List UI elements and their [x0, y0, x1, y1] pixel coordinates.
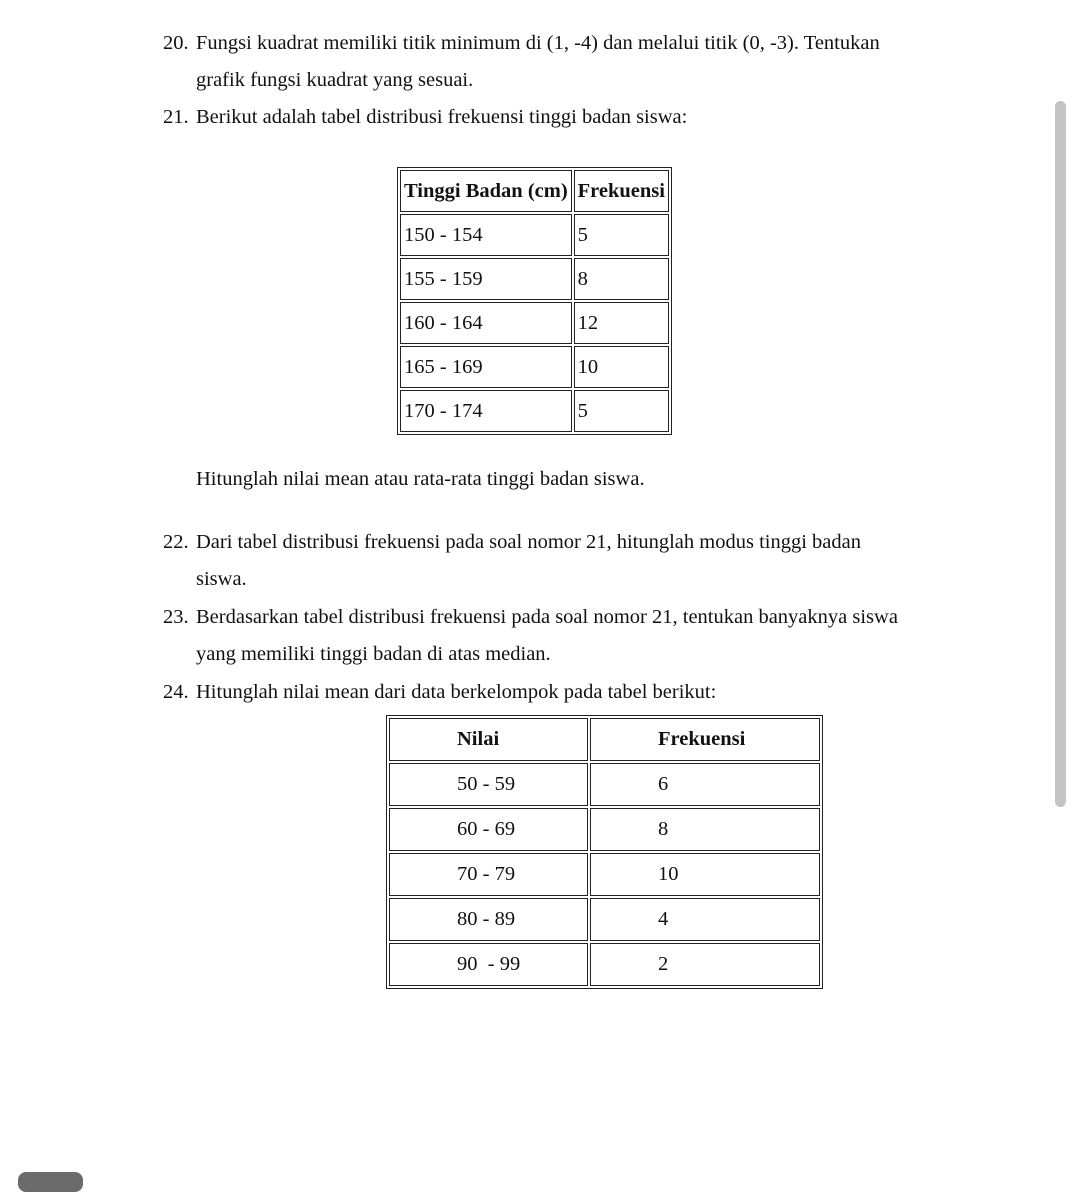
table-row: [389, 808, 820, 851]
table-row: [400, 258, 669, 300]
cell-interval: 90 - 99: [389, 943, 588, 986]
q21-instruction: Hitunglah nilai mean atau rata-rata tinggi badan siswa.: [196, 468, 645, 490]
cell-frequency: 8: [574, 258, 669, 300]
header-tinggi-badan: Tinggi Badan (cm): [400, 170, 572, 212]
q21-text-line1: Berikut adalah tabel distribusi frekuensi tinggi badan siswa:: [196, 106, 688, 128]
table-row: [400, 346, 669, 388]
q23-text-line1: Berdasarkan tabel distribusi frekuensi pada soal nomor 21, tentukan banyaknya siswa: [196, 606, 898, 628]
header-nilai: Nilai: [389, 718, 588, 761]
table-header-row: [400, 170, 669, 212]
table-row: [389, 898, 820, 941]
cell-interval: 150 - 154: [400, 214, 572, 256]
table-row: [389, 763, 820, 806]
header-frekuensi: Frekuensi: [574, 170, 669, 212]
q23-number: 23.: [163, 606, 189, 628]
cell-interval: 60 - 69: [389, 808, 588, 851]
table-row: [400, 302, 669, 344]
header-frekuensi: Frekuensi: [590, 718, 820, 761]
q20-number: 20.: [163, 32, 189, 54]
q20-text-line1: Fungsi kuadrat memiliki titik minimum di (1, -4) dan melalui titik (0, -3). Tentukan: [196, 32, 880, 54]
q22-number: 22.: [163, 531, 189, 553]
cell-interval: 170 - 174: [400, 390, 572, 432]
cell-interval: 80 - 89: [389, 898, 588, 941]
cell-frequency: 5: [574, 390, 669, 432]
table-header-row: [389, 718, 820, 761]
q24-number: 24.: [163, 681, 189, 703]
q24-text-line1: Hitunglah nilai mean dari data berkelompok pada tabel berikut:: [196, 681, 717, 703]
cell-frequency: 10: [590, 853, 820, 896]
cell-interval: 50 - 59: [389, 763, 588, 806]
cell-frequency: 12: [574, 302, 669, 344]
cell-frequency: 8: [590, 808, 820, 851]
cell-interval: 165 - 169: [400, 346, 572, 388]
q22-text-line1: Dari tabel distribusi frekuensi pada soal nomor 21, hitunglah modus tinggi badan: [196, 531, 861, 553]
q21-number: 21.: [163, 106, 189, 128]
cell-frequency: 10: [574, 346, 669, 388]
table-row: [400, 214, 669, 256]
cell-frequency: 2: [590, 943, 820, 986]
q20-text-line2: grafik fungsi kuadrat yang sesuai.: [196, 69, 474, 91]
table-row: [400, 390, 669, 432]
cell-frequency: 6: [590, 763, 820, 806]
cell-frequency: 5: [574, 214, 669, 256]
q22-text-line2: siswa.: [196, 568, 247, 590]
score-frequency-table: [386, 715, 823, 989]
cell-interval: 160 - 164: [400, 302, 572, 344]
bottom-handle[interactable]: [18, 1172, 83, 1192]
height-frequency-table: [397, 167, 672, 435]
q23-text-line2: yang memiliki tinggi badan di atas median.: [196, 643, 551, 665]
vertical-scrollbar[interactable]: [1055, 101, 1066, 807]
table-row: [389, 943, 820, 986]
cell-frequency: 4: [590, 898, 820, 941]
table-row: [389, 853, 820, 896]
cell-interval: 70 - 79: [389, 853, 588, 896]
cell-interval: 155 - 159: [400, 258, 572, 300]
